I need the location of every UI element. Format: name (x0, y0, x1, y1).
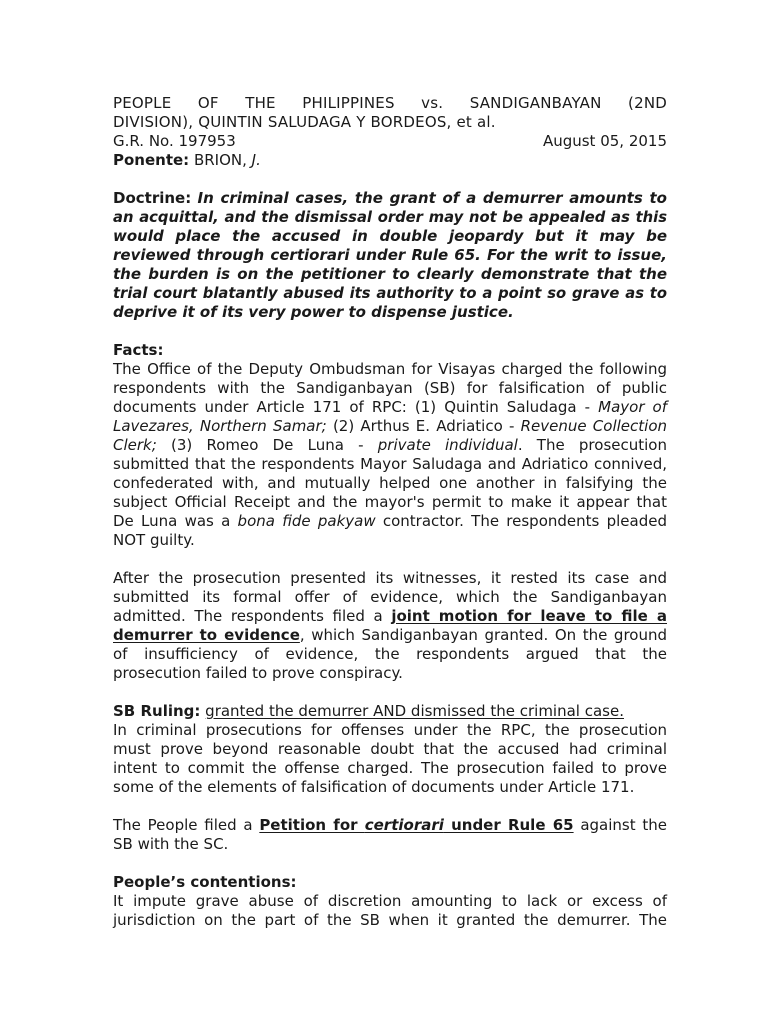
facts-heading: Facts: (113, 341, 164, 359)
doctrine-section (113, 189, 667, 322)
facts-line: NOT guilty. (113, 531, 195, 549)
doctrine-line: deprive it of its very power to dispense justice. (113, 303, 514, 321)
facts-line: The Office of the Deputy Ombudsman for Visayas charged the following (113, 360, 667, 378)
facts-text: De Luna was a (113, 512, 238, 530)
facts-section (113, 341, 667, 683)
facts-text: . The prosecution (517, 436, 667, 454)
facts-line (113, 626, 667, 645)
doctrine-line: the burden is on the petitioner to clearly demonstrate that the (113, 265, 667, 283)
ponente (113, 151, 667, 170)
facts-line: of insufficiency of evidence, the respondents argued that the (113, 645, 667, 663)
petition-line (113, 816, 667, 835)
doctrine-line: trial court blatantly abused its authority to a point so grave as to (113, 285, 667, 302)
facts-italic: bona fide pakyaw (237, 512, 376, 530)
doctrine-line: an acquittal, and the dismissal order may not be appealed as this (113, 209, 667, 226)
demurrer-text: demurrer to evidence (113, 626, 300, 644)
case-number-row (113, 132, 667, 151)
facts-line (113, 436, 667, 455)
ponente-suffix: J. (251, 151, 261, 169)
contentions-line: jurisdiction on the part of the SB when it granted the demurrer. The (113, 911, 667, 929)
sb-ruling-body-line: In criminal prosecutions for offenses under the RPC, the prosecution (113, 721, 667, 739)
facts-line: prosecution failed to prove conspiracy. (113, 664, 403, 682)
case-date: August 05, 2015 (542, 132, 667, 150)
facts-line: After the prosecution presented its witnesses, it rested its case and (113, 569, 667, 587)
contentions-heading: People’s contentions: (113, 873, 297, 891)
facts-text: (3) Romeo De Luna - (156, 436, 378, 454)
doctrine-text: In criminal cases, the grant of a demurrer amounts to (197, 189, 667, 207)
ponente-label: Ponente: (113, 151, 190, 169)
sb-ruling-line (113, 702, 667, 721)
sb-ruling-label: SB Ruling: (113, 702, 201, 720)
facts-italic: Clerk; (113, 436, 157, 454)
facts-italic: Revenue Collection (520, 417, 668, 435)
ponente-name: BRION, (193, 151, 247, 169)
sb-ruling-section (113, 702, 667, 797)
facts-line (113, 607, 667, 626)
doctrine-line (113, 189, 667, 208)
facts-line: respondents with the Sandiganbayan (SB) for falsification of public (113, 379, 667, 397)
petition-section (113, 816, 667, 854)
doctrine-line: reviewed through certiorari under Rule 65. For the writ to issue, (113, 246, 667, 264)
facts-line (113, 398, 667, 417)
facts-line: confederated with, and mutually helped one another in falsifying the (113, 474, 667, 492)
gr-number: G.R. No. 197953 (113, 132, 236, 150)
facts-line: submitted that the respondents Mayor Saludaga and Adriatico connived, (113, 455, 667, 473)
case-title-line-2: DIVISION), QUINTIN SALUDAGA Y BORDEOS, et al. (113, 113, 496, 131)
petition-line: SB with the SC. (113, 835, 229, 853)
facts-italic: Mayor of (598, 398, 667, 416)
facts-text: admitted. The respondents filed a (113, 607, 392, 625)
petition-bold: under Rule 65 (443, 816, 574, 834)
document-page (113, 94, 667, 930)
doctrine-label: Doctrine: (113, 189, 192, 207)
facts-text: (2) Arthus E. Adriatico - (326, 417, 521, 435)
case-header (113, 94, 667, 170)
facts-line (113, 417, 667, 436)
case-title-line-1: PEOPLE OF THE PHILIPPINES vs. SANDIGANBAYAN (2ND (113, 94, 667, 112)
petition-text: against the (573, 816, 667, 834)
facts-line (113, 512, 667, 531)
doctrine-line: would place the accused in double jeopardy but it may be (113, 227, 667, 245)
facts-line: subject Official Receipt and the mayor's permit to make it appear that (113, 493, 667, 511)
petition-italic: certiorari (364, 816, 444, 834)
facts-italic: private individual (377, 436, 518, 454)
sb-ruling-body-line: intent to commit the offense charged. The prosecution failed to prove (113, 759, 667, 777)
contentions-section (113, 873, 667, 930)
facts-italic: Lavezares, Northern Samar; (113, 417, 327, 435)
petition-bold: Petition for (259, 816, 365, 834)
sb-ruling-text: granted the demurrer AND dismissed the criminal case. (205, 702, 624, 720)
sb-ruling-body-line: some of the elements of falsification of documents under Article 171. (113, 778, 635, 796)
contentions-line: It impute grave abuse of discretion amounting to lack or excess of (113, 892, 667, 910)
joint-motion-text: joint motion for leave to file a (391, 607, 667, 625)
sb-ruling-body-line: must prove beyond reasonable doubt that the accused had criminal (113, 740, 667, 758)
facts-text: , which Sandiganbayan granted. On the ground (299, 626, 667, 644)
facts-text: contractor. The respondents pleaded (375, 512, 667, 530)
facts-text: documents under Article 171 of RPC: (1) Quintin Saludaga - (113, 398, 599, 416)
facts-line: submitted its formal offer of evidence, which the Sandiganbayan (113, 588, 667, 606)
petition-text: The People filed a (113, 816, 260, 834)
